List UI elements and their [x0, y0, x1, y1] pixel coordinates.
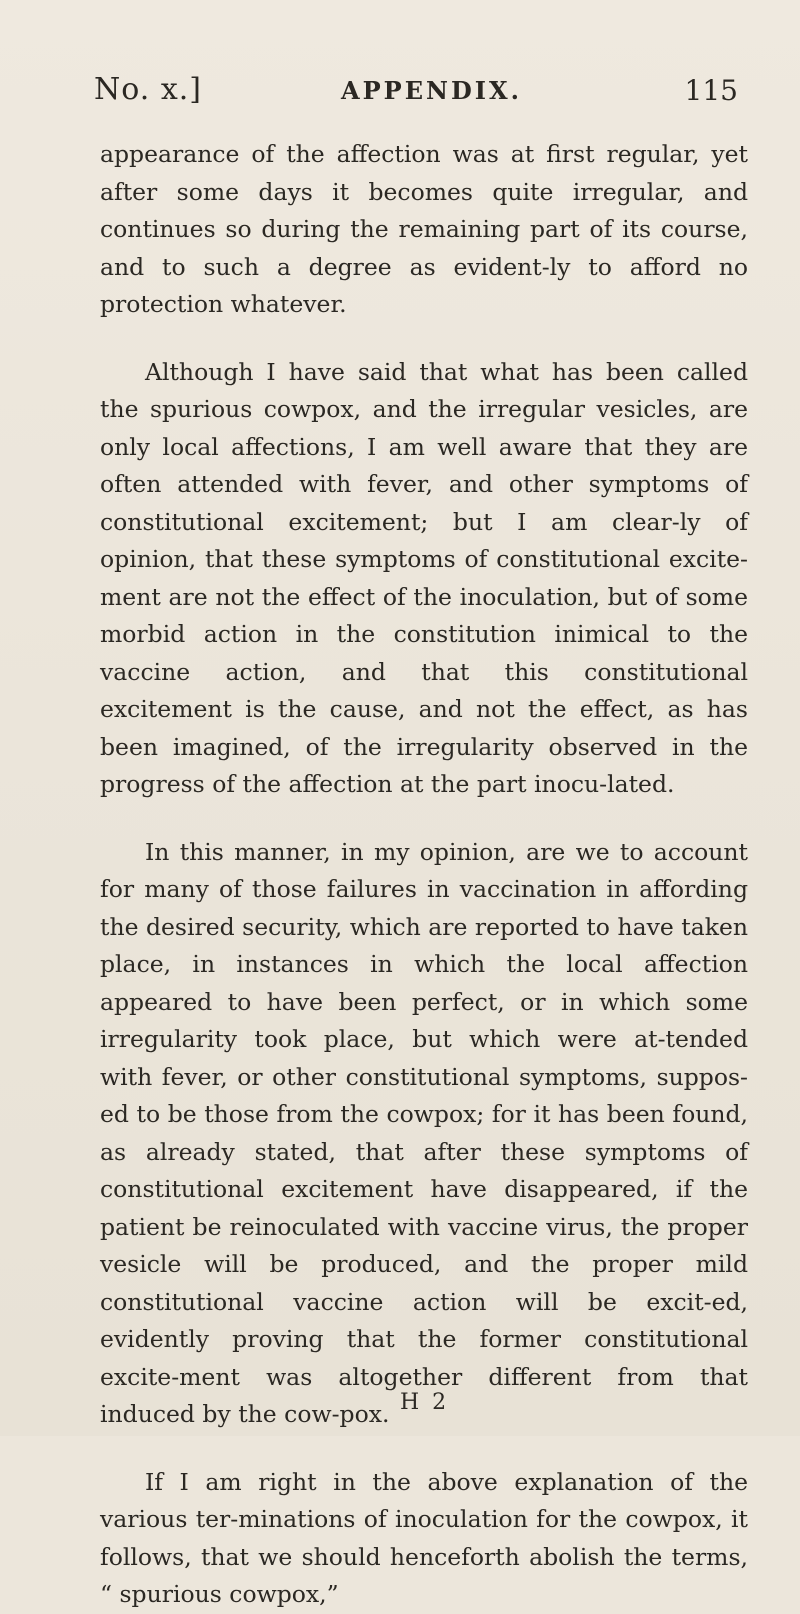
- running-title: APPENDIX.: [341, 76, 522, 105]
- running-header: [94, 72, 744, 122]
- paragraph-continuation: appearance of the affection was at first regular, yet after some days it becomes quite irregular, and continues so during the remaining part of its course, and to such a degree as evident-ly to afford no protection whatever.: [100, 140, 748, 318]
- page-number: 115: [684, 74, 738, 107]
- signature-mark: H 2: [400, 1390, 450, 1415]
- section-label: No. x.]: [94, 72, 203, 107]
- paragraph-spurious-cowpox: Although I have said that what has been called the spurious cowpox, and the irregular vesicles, are only local affections, I am well aware that they are often attended with fever, and other symptoms of constitutional excitement; but I am clear-ly of opinion, that these symptoms of constitutional excite-ment are not the effect of the inoculation, but of some morbid action in the constitution inimical to the vaccine action, and that this constitutional excitement is the cause, and not the effect, as has been imagined, of the irregularity observed in the progress of the affection at the part inocu-lated.: [100, 357, 748, 798]
- paragraph-vaccination-failures: In this manner, in my opinion, are we to account for many of those failures in vaccination in affording the desired security, which are reported to have taken place, in instances in which the local affection appeared to have been perfect, or in which some irregularity took place, but which were at-tended with fever, or other constitutional symptoms, suppos-ed to be those from the cowpox; for it has been found, as already stated, that after these symptoms of constitutional excitement have disappeared, if the patient be reinoculated with vaccine virus, the proper vesicle will be produced, and the proper mild constitutional vaccine action will be excit-ed, evidently proving that the former constitutional excite-ment was altogether different from that induced by the cow-pox.: [100, 837, 748, 1428]
- paragraph-terminations: If I am right in the above explanation of the various ter-minations of inoculation for the cowpox, it follows, that we should henceforth abolish the terms, “ spurious cowpox,”: [100, 1467, 748, 1608]
